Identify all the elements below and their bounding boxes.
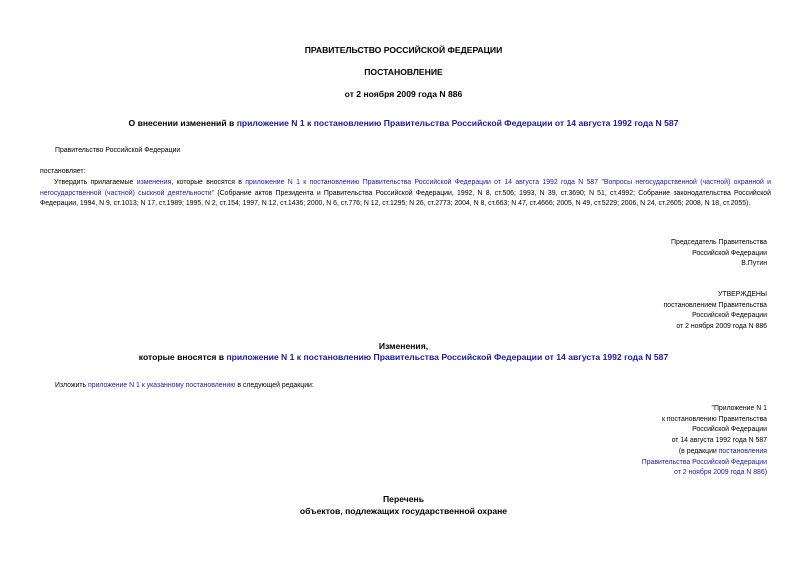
- list-title: Перечень: [382, 494, 424, 504]
- instruction-suffix: в следующей редакции:: [235, 382, 314, 389]
- appendix-line-1: "Приложение N 1: [711, 405, 767, 412]
- body-text-3: (Собрание актов Президента и Правительства Российской Федерации, 1992, N 8, ст.506; 1993, N 39, ст.3690; N 51, ст.4992; Собрание законодательства Российской Федерации, 1994, N 9, ст.1013; N 17, ст.1989; 1995, N 2, ст.154; 1997, N 12, ст.1436; 2000, N 6, ст.776; N 12, ст.1295; N 26, ст.2773; 2004, N 8, ст.663; N 47, ст.4666; 2005, N 49, ст.5229; 2006, N 24, ст.2605; 2008, N 18, ст.2055).: [40, 189, 771, 208]
- signature-line-2: Российской Федерации: [692, 249, 767, 257]
- appendix-line-5-prefix: (в редакции: [678, 447, 719, 455]
- appendix-link-government[interactable]: Правительства Российской Федерации: [641, 458, 767, 466]
- appendix-line-6: [642, 458, 767, 469]
- signature-line-1: Председатель Правительства: [671, 239, 767, 246]
- appendix-line-7-suffix: ): [764, 469, 767, 477]
- instruction-link[interactable]: приложение N 1 к указанному постановлению: [88, 382, 236, 389]
- signature-block: [671, 238, 767, 270]
- list-subtitle: объектов, подлежащих государственной охране: [299, 506, 508, 516]
- title-prefix: О внесении изменений в: [128, 118, 237, 128]
- appendix-line-5: [642, 447, 767, 458]
- body-link-appendix[interactable]: приложение N 1 к постановлению Правительства Российской Федерации от 14 августа 1992 года N 587 "Вопросы негосударственной (частной) охранной и негосударственной (частной) сыскной деятельности": [40, 179, 772, 197]
- approved-line-4: от 2 ноября 2009 года N 886: [676, 323, 767, 331]
- appendix-link-decree[interactable]: постановления: [718, 447, 767, 455]
- body-text-1: Утвердить прилагаемые: [54, 179, 137, 186]
- approved-line-2: постановлением Правительства: [663, 301, 767, 309]
- appendix-line-3: Российской Федерации: [692, 426, 767, 434]
- changes-heading: Изменения,: [378, 341, 429, 351]
- changes-sub-prefix: которые вносятся в: [138, 352, 227, 362]
- signature-name: В.Путин: [741, 260, 767, 268]
- preamble-decree: постановляет:: [40, 168, 86, 175]
- instruction-line: [55, 381, 314, 392]
- appendix-line-4: от 14 августа 1992 года N 587: [671, 437, 767, 445]
- appendix-line-7: [642, 468, 767, 479]
- government-title: ПРАВИТЕЛЬСТВО РОССИЙСКОЙ ФЕДЕРАЦИИ: [304, 45, 503, 55]
- title-link[interactable]: приложение N 1 к постановлению Правительства Российской Федерации от 14 августа 1992 года N 587: [236, 118, 679, 128]
- appendix-block: [642, 404, 767, 479]
- preamble-line: Правительство Российской Федерации: [55, 147, 181, 154]
- appendix-link-date[interactable]: от 2 ноября 2009 года N 886: [674, 469, 765, 477]
- changes-subheading: [0, 352, 807, 362]
- body-paragraph: [40, 178, 771, 210]
- changes-sub-link[interactable]: приложение N 1 к постановлению Правительства Российской Федерации от 14 августа 1992 года N 587: [226, 352, 669, 362]
- approved-block: [664, 290, 768, 333]
- document-date-number: от 2 ноября 2009 года N 886: [344, 89, 463, 99]
- approved-line-3: Российской Федерации: [692, 312, 767, 320]
- appendix-line-2: к постановлению Правительства: [661, 415, 767, 423]
- instruction-prefix: Изложить: [55, 382, 89, 389]
- body-link-changes[interactable]: изменения: [136, 179, 172, 186]
- body-text-2: , которые вносятся в: [171, 179, 246, 186]
- approved-line-1: УТВЕРЖДЕНЫ: [718, 291, 767, 298]
- document-type: ПОСТАНОВЛЕНИЕ: [364, 67, 443, 77]
- document-title: [0, 118, 807, 128]
